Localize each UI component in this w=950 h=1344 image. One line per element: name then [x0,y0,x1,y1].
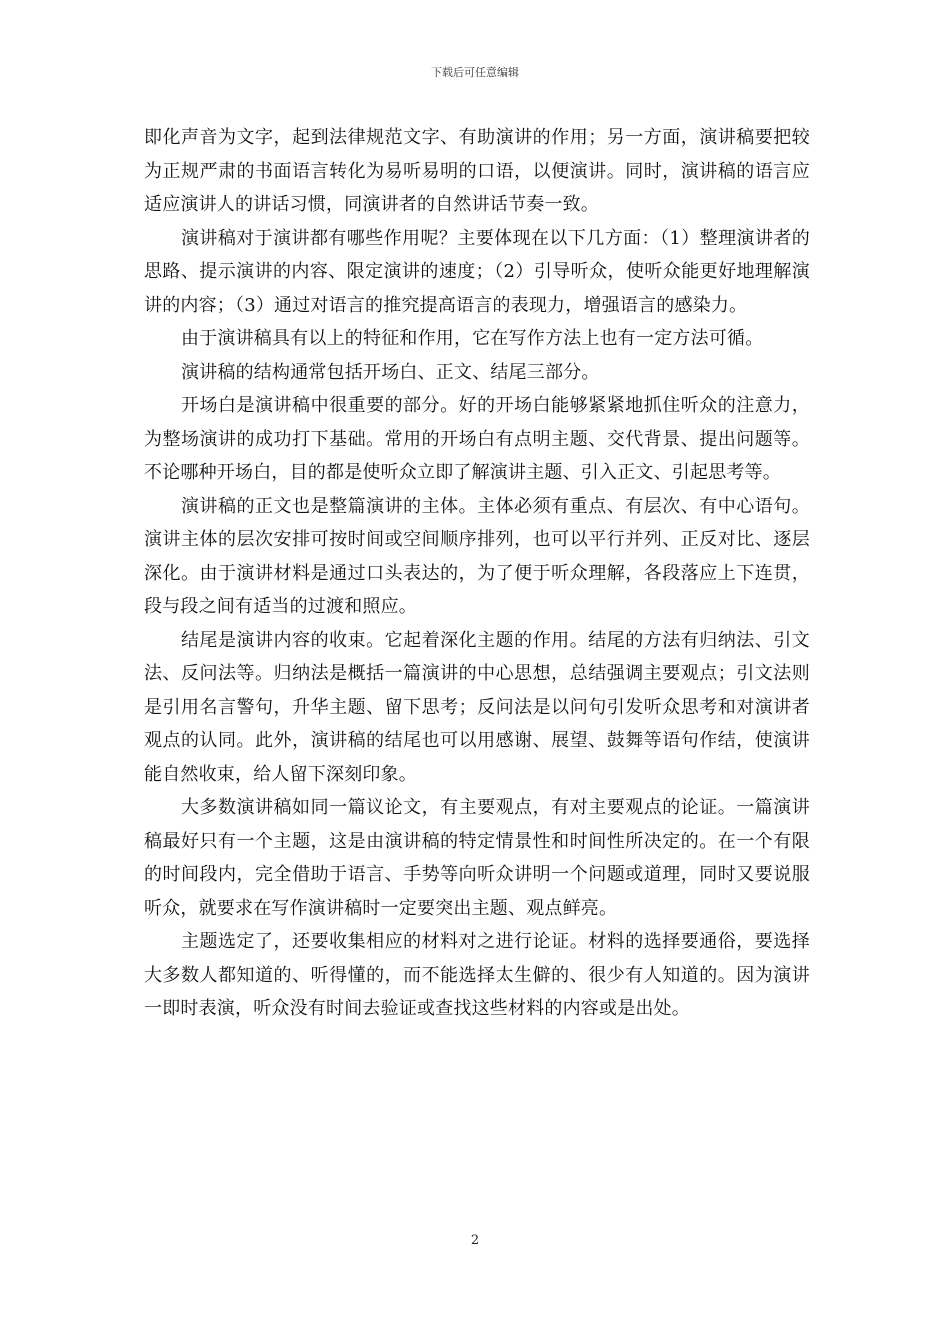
paragraph: 由于演讲稿具有以上的特征和作用，它在写作方法上也有一定方法可循。 [181,328,764,349]
document-body [144,121,810,1026]
page-header: 下载后可任意编辑 [431,66,519,79]
paragraph: 结尾是演讲内容的收束。它起着深化主题的作用。结尾的方法有归纳法、引文法、反问法等。归纳法是概括一篇演讲的中心思想，总结强调主要观点；引文法则是引用名言警句，升华主题、留下思考；反问法是以问句引发听众思考和对演讲者观点的认同。此外，演讲稿的结尾也可以用感谢、展望、鼓舞等语句作结，使演讲能自然收束，给人留下深刻印象。 [144,629,810,785]
paragraph: 演讲稿的正文也是整篇演讲的主体。主体必须有重点、有层次、有中心语句。演讲主体的层次安排可按时间或空间顺序排列，也可以平行并列、正反对比、逐层深化。由于演讲材料是通过口头表达的，为了便于听众理解，各段落应上下连贯，段与段之间有适当的过渡和照应。 [144,495,810,617]
page-number: 2 [470,1233,480,1248]
paragraph: 演讲稿的结构通常包括开场白、正文、结尾三部分。 [181,361,600,383]
paragraph: 主题选定了，还要收集相应的材料对之进行论证。材料的选择要通俗，要选择大多数人都知道的、听得懂的，而不能选择太生僻的、很少有人知道的。因为演讲一即时表演，听众没有时间去验证或查找这些材料的内容或是出处。 [144,931,810,1019]
paragraph-continuation: 即化声音为文字，起到法律规范文字、有助演讲的作用；另一方面，演讲稿要把较为正规严肃的书面语言转化为易听易明的口语，以便演讲。同时，演讲稿的语言应适应演讲人的讲话习惯，同演讲者的自然讲话节奏一致。 [144,127,810,215]
paragraph: 开场白是演讲稿中很重要的部分。好的开场白能够紧紧地抓住听众的注意力，为整场演讲的成功打下基础。常用的开场白有点明主题、交代背景、提出问题等。不论哪种开场白，目的都是使听众立即了解演讲主题、引入正文、引起思考等。 [144,395,810,483]
paragraph: 大多数演讲稿如同一篇议论文，有主要观点，有对主要观点的论证。一篇演讲稿最好只有一个主题，这是由演讲稿的特定情景性和时间性所决定的。在一个有限的时间段内，完全借助于语言、手势等向听众讲明一个问题或道理，同时又要说服听众，就要求在写作演讲稿时一定要突出主题、观点鲜亮。 [144,797,810,919]
paragraph: 演讲稿对于演讲都有哪些作用呢？主要体现在以下几方面：（1）整理演讲者的思路、提示演讲的内容、限定演讲的速度；（2）引导听众，使听众能更好地理解演讲的内容；（3）通过对语言的推究提高语言的表现力，增强语言的感染力。 [144,227,810,316]
